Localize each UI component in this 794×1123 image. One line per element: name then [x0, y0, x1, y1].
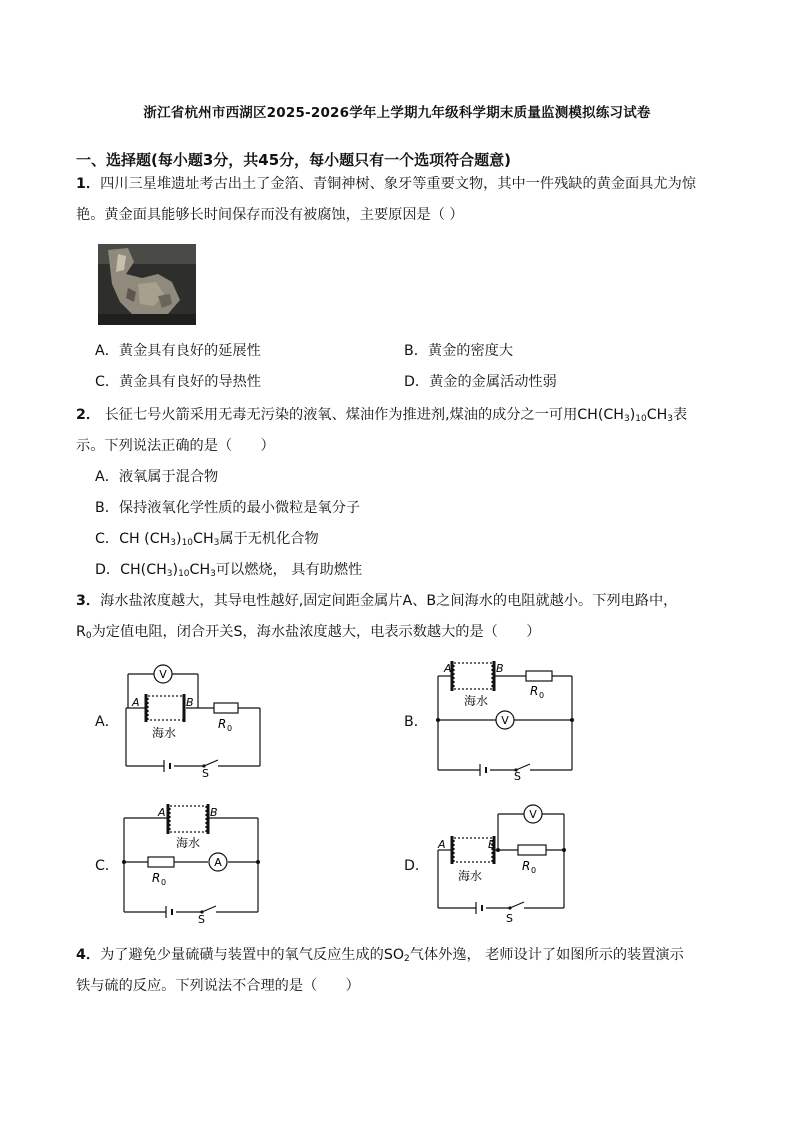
golden-mask-photo: [98, 244, 196, 325]
q4-line1: [76, 945, 684, 969]
q3-text1: 海水盐浓度越大，其导电性越好,固定间距金属片A、B之间海水的电阻就越小。下列电路中，: [100, 593, 678, 609]
plate-b-label-d: B: [488, 838, 496, 851]
r0-d-label: R: [522, 859, 531, 873]
q2-close: ): [629, 407, 636, 423]
q2-option-a[interactable]: A．液氧属于混合物: [95, 469, 219, 485]
q3-option-a-label[interactable]: A．: [95, 714, 119, 730]
r0-b-sub: 0: [539, 691, 545, 700]
q2-optc-b: 属于无机化合物: [219, 531, 319, 547]
q1-option-a[interactable]: A．黄金具有良好的延展性: [95, 343, 261, 359]
plate-b-label-c: B: [210, 806, 218, 819]
q3-option-b-label[interactable]: B．: [404, 714, 428, 730]
q3-number: 3．: [76, 593, 101, 609]
q2-optd-a: D．CH(CH: [95, 562, 167, 578]
q2-option-d[interactable]: [95, 560, 362, 584]
circuit-c[interactable]: [116, 802, 266, 924]
q2-optc-sub3b: 3: [213, 538, 220, 548]
q1-line1: [76, 174, 696, 194]
q2-optc-sub3: 3: [170, 538, 177, 548]
q4-text1b: 气体外逸， 老师设计了如图所示的装置演示: [409, 947, 684, 963]
q4-number: 4．: [76, 947, 101, 963]
q3-text2: 为定值电阻，闭合开关S，海水盐浓度越大，电表示数越大的是（ ）: [91, 624, 541, 640]
q1-option-b[interactable]: B．黄金的密度大: [404, 343, 514, 359]
q1-line2: 艳。黄金面具能够长时间保存而没有被腐蚀，主要原因是（ ）: [76, 207, 464, 223]
q1-number: 1．: [76, 176, 101, 192]
q2-text1a: 长征七号火箭采用无毒无污染的液氧、煤油作为推进剂,煤油的成分之一可用CH(CH: [100, 407, 624, 423]
seawater-b-label: 海水: [464, 694, 489, 708]
q2-sub3b: 3: [667, 414, 674, 424]
q2-optd-close: ): [172, 562, 179, 578]
q1-option-c[interactable]: C．黄金具有良好的导热性: [95, 374, 261, 390]
circuit-d[interactable]: [430, 800, 580, 926]
plate-a-label-c: A: [158, 806, 166, 819]
q2-line2: 示。下列说法正确的是（ ）: [76, 438, 275, 454]
r0-c-sub: 0: [161, 878, 167, 887]
q1-text1: 四川三星堆遗址考古出土了金箔、青铜神树、象牙等重要文物，其中一件残缺的黄金面具尤为惊: [100, 176, 696, 192]
q3-option-d-label[interactable]: D．: [404, 858, 430, 874]
q2-ch: CH: [646, 407, 668, 423]
q3-line2: [76, 622, 540, 646]
switch-c-label: S: [198, 913, 205, 924]
q3-r: R: [76, 624, 86, 640]
r0-a-label: R: [218, 717, 227, 731]
q3-line1: [76, 591, 677, 611]
q2-optd-b: 可以燃烧， 具有助燃性: [215, 562, 363, 578]
q2-optd-ch: CH: [189, 562, 211, 578]
q2-sub3: 3: [623, 414, 630, 424]
circuit-b[interactable]: [430, 658, 580, 780]
q2-optd-sub3b: 3: [210, 569, 216, 579]
q4-line2: 铁与硫的反应。下列说法不合理的是（ ）: [76, 978, 360, 994]
r0-d-sub: 0: [531, 866, 537, 875]
q2-text1b: 表: [673, 407, 688, 423]
q1-option-d[interactable]: D．黄金的金属活动性弱: [404, 374, 557, 390]
plate-a-label-d: A: [438, 838, 446, 851]
switch-b-label: S: [514, 770, 521, 780]
r0-b-label: R: [530, 684, 539, 698]
seawater-d-label: 海水: [458, 869, 483, 883]
switch-d-label: S: [506, 912, 513, 925]
q2-line1: [76, 405, 687, 429]
q2-option-c[interactable]: [95, 529, 319, 553]
r0-a-sub: 0: [227, 724, 233, 733]
section-heading: 一、选择题(每小题3分，共45分，每小题只有一个选项符合题意): [76, 151, 512, 169]
plate-a-label: A: [132, 696, 140, 709]
q2-optc-close: ): [176, 531, 182, 547]
exam-title: 浙江省杭州市西湖区2025-2026学年上学期九年级科学期末质量监测模拟练习试卷: [143, 105, 651, 121]
q3-r-sub: 0: [85, 631, 92, 641]
voltmeter-b-label: V: [501, 714, 509, 727]
voltmeter-a-label: V: [159, 668, 167, 681]
q4-text1a: 为了避免少量硫磺与装置中的氧气反应生成的SO: [100, 947, 404, 963]
q4-sub2: 2: [404, 954, 410, 964]
plate-b-label: B: [186, 696, 194, 709]
mask-image: [98, 244, 196, 325]
q2-optc-sub10: 10: [181, 538, 194, 548]
q2-optc-ch: CH: [193, 531, 214, 547]
voltmeter-d-label: V: [529, 808, 537, 821]
q2-optc-a: C．CH (CH: [95, 531, 171, 547]
switch-a-label: S: [202, 767, 209, 778]
q2-sub10: 10: [635, 414, 647, 424]
q2-number: 2．: [76, 407, 101, 423]
q2-optd-sub10: 10: [178, 569, 190, 579]
q2-optd-sub3: 3: [166, 569, 173, 579]
ammeter-c-label: A: [214, 856, 222, 869]
q2-option-b[interactable]: B．保持液氧化学性质的最小微粒是氧分子: [95, 500, 361, 516]
circuit-a[interactable]: [118, 656, 268, 778]
plate-b-label-b: B: [496, 662, 504, 675]
seawater-c-label: 海水: [176, 836, 201, 850]
seawater-a-label: 海水: [152, 726, 177, 740]
r0-c-label: R: [152, 871, 161, 885]
plate-a-label-b: A: [444, 662, 452, 675]
q3-option-c-label[interactable]: C．: [95, 858, 120, 874]
